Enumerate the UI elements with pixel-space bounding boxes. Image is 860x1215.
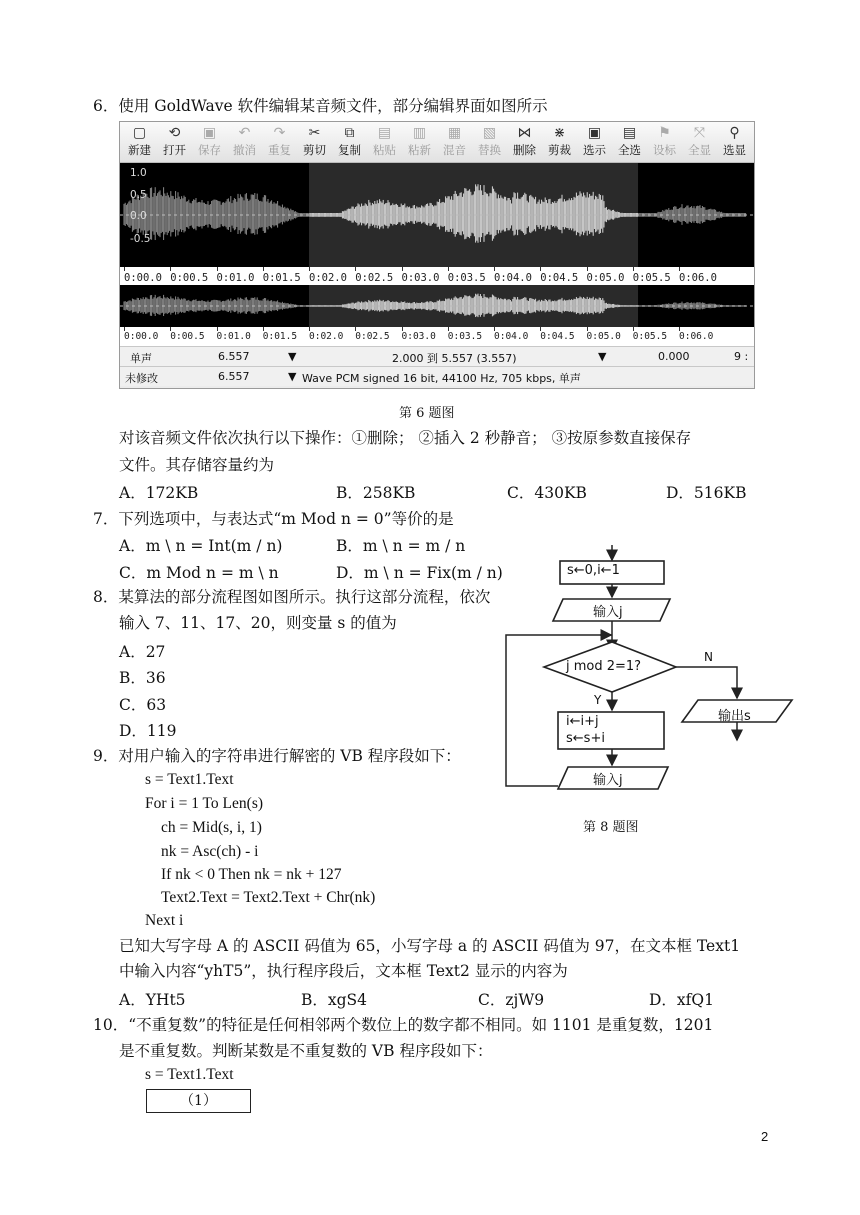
toolbar-button[interactable] [263, 124, 296, 160]
toolbar-button[interactable] [123, 124, 156, 160]
toolbar-button[interactable] [613, 124, 646, 160]
toolbar-icon: ⋇ [553, 125, 566, 141]
ruler-label: 0:00.5 [170, 272, 209, 284]
q6-text1: 对该音频文件依次执行以下操作：①删除； ②插入 2 秒静音； ③按原参数直接保存 [119, 429, 692, 447]
ruler-tick [448, 267, 449, 271]
toolbar-icon: ✂ [308, 125, 321, 141]
q6-caption: 第 6 题图 [399, 406, 455, 421]
flow-input-text: 输入j [593, 605, 623, 620]
ruler-label: 0:05.5 [632, 331, 668, 342]
ruler-tick [540, 267, 541, 271]
ruler-tick [263, 327, 264, 331]
flow-yes-label: Y [594, 693, 602, 707]
q8-option-c: C．63 [119, 696, 167, 714]
status-cursor: 0.000 [658, 350, 690, 363]
toolbar-button-label: 粘贴 [373, 143, 396, 157]
q8-stem1: 8．某算法的部分流程图如图所示。执行这部分流程，依次 [93, 588, 491, 606]
ruler-tick [124, 327, 125, 331]
toolbar-icon: ▤ [377, 125, 392, 141]
goldwave-toolbar [120, 122, 754, 163]
toolbar-button-label: 选显 [723, 143, 746, 157]
ruler-label: 0:03.5 [447, 272, 486, 284]
toolbar-button-label: 选示 [583, 143, 606, 157]
q9-stem: 9．对用户输入的字符串进行解密的 VB 程序段如下： [93, 747, 461, 765]
toolbar-button-label: 设标 [653, 143, 676, 157]
toolbar-button[interactable] [333, 124, 366, 160]
q8-stem2: 输入 7、11、17、20，则变量 s 的值为 [119, 614, 397, 632]
waveform-svg [120, 163, 754, 267]
toolbar-button-label: 新建 [128, 143, 151, 157]
flow-input2-text: 输入j [593, 773, 623, 788]
toolbar-icon: ▤ [622, 125, 637, 141]
toolbar-button[interactable] [578, 124, 611, 160]
toolbar-button-label: 剪裁 [548, 143, 571, 157]
overview-ruler [120, 327, 754, 346]
ruler-label: 0:00.5 [170, 331, 205, 342]
status-extra: 9 : [734, 350, 749, 363]
toolbar-button[interactable] [193, 124, 226, 160]
dropdown-arrow-icon[interactable]: ▼ [288, 370, 297, 383]
ruler-label: 0:03.0 [401, 331, 436, 342]
flow-no-label: N [704, 650, 713, 664]
flow-proc1-text: i←i+j [566, 714, 599, 729]
ruler-tick [124, 267, 125, 271]
toolbar-button-label: 混音 [443, 143, 466, 157]
ruler-tick [402, 327, 403, 331]
status-format: Wave PCM signed 16 bit, 44100 Hz, 705 kbps, 单声 [302, 372, 581, 385]
toolbar-icon: ↶ [238, 125, 251, 141]
ruler-label: 0:00.0 [124, 331, 159, 342]
q9-option-a: A．YHt5 [119, 991, 186, 1009]
q9-code-line: s = Text1.Text [145, 771, 234, 788]
status-state: 未修改 [125, 372, 158, 385]
ruler-label: 0:05.0 [586, 272, 625, 284]
ruler-tick [309, 327, 310, 331]
ruler-label: 0:02.0 [309, 331, 344, 342]
ruler-tick [402, 267, 403, 271]
status-bar-2 [120, 366, 754, 386]
toolbar-button-label: 复制 [338, 143, 361, 157]
ruler-tick [217, 327, 218, 331]
flow-cond-text: j mod 2=1? [566, 659, 642, 674]
ruler-label: 0:03.5 [447, 331, 483, 342]
amp-label-neg05: -0.5 [130, 233, 151, 245]
toolbar-button-label: 删除 [513, 143, 536, 157]
ruler-label: 0:05.5 [632, 272, 671, 284]
toolbar-button[interactable] [368, 124, 401, 160]
goldwave-window [119, 121, 755, 389]
ruler-label: 0:02.0 [309, 272, 347, 284]
amp-label-05: 0.5 [130, 189, 147, 201]
q6-option-b: B．258KB [336, 484, 416, 502]
q10-stem2: 是不重复数。判断某数是不重复数的 VB 程序段如下： [119, 1042, 493, 1060]
flow-init-text: s←0,i←1 [567, 563, 620, 578]
flow-output-text: 输出s [718, 709, 751, 724]
q6-option-a: A．172KB [119, 484, 199, 502]
ruler-label: 0:01.0 [216, 272, 255, 284]
toolbar-button[interactable] [473, 124, 506, 160]
toolbar-button[interactable] [438, 124, 471, 160]
toolbar-button-label: 重复 [268, 143, 291, 157]
q9-option-d: D．xfQ1 [649, 991, 714, 1009]
q6-stem: 6．使用 GoldWave 软件编辑某音频文件，部分编辑界面如图所示 [93, 97, 548, 115]
toolbar-button[interactable] [683, 124, 716, 160]
toolbar-icon: ▢ [132, 125, 147, 141]
flow-proc2-text: s←s+i [566, 731, 605, 746]
q6-text2: 文件。其存储容量约为 [119, 456, 275, 474]
toolbar-button-label: 打开 [163, 143, 186, 157]
ruler-label: 0:01.0 [216, 331, 251, 342]
ruler-tick [494, 327, 495, 331]
dropdown-arrow-icon[interactable]: ▼ [288, 350, 297, 363]
toolbar-button[interactable] [543, 124, 576, 160]
toolbar-icon: ▦ [447, 125, 462, 141]
page-number: 2 [761, 1129, 769, 1144]
q9-code-line: nk = Asc(ch) - i [161, 843, 259, 860]
ruler-tick [679, 327, 680, 331]
q9-code-line: Next i [145, 912, 184, 929]
toolbar-icon: ↷ [273, 125, 286, 141]
q6-option-d: D．516KB [666, 484, 747, 502]
q7-stem: 7．下列选项中，与表达式“m Mod n = 0”等价的是 [93, 510, 454, 528]
toolbar-button-label: 剪切 [303, 143, 326, 157]
q9-code-line: ch = Mid(s, i, 1) [161, 819, 262, 836]
status-bar-1 [120, 346, 754, 366]
ruler-label: 0:02.5 [355, 272, 394, 284]
q6-option-c: C．430KB [507, 484, 587, 502]
toolbar-icon: ▥ [412, 125, 427, 141]
ruler-tick [587, 327, 588, 331]
ruler-tick [355, 327, 356, 331]
ruler-label: 0:01.5 [262, 272, 301, 284]
q8-option-a: A．27 [119, 643, 166, 661]
status-selection: 2.000 到 5.557 (3.557) [392, 352, 517, 365]
q7-option-b: B．m \ n = m / n [336, 537, 466, 555]
toolbar-button-label: 撤消 [233, 143, 256, 157]
toolbar-button[interactable] [508, 124, 541, 160]
ruler-tick [587, 267, 588, 271]
ruler-tick [679, 267, 680, 271]
toolbar-icon: ⚑ [658, 125, 671, 141]
q9-option-c: C．zjW9 [478, 991, 545, 1009]
ruler-label: 0:02.5 [355, 331, 390, 342]
status-length: 6.557 [218, 350, 250, 363]
ruler-label: 0:00.0 [124, 272, 162, 284]
q8-caption: 第 8 题图 [583, 820, 639, 835]
ruler-tick [309, 267, 310, 271]
toolbar-button[interactable] [228, 124, 261, 160]
q9-option-b: B．xgS4 [301, 991, 368, 1009]
toolbar-button-label: 全显 [688, 143, 711, 157]
q9-text2: 中输入内容“yhT5”，执行程序段后，文本框 Text2 显示的内容为 [119, 962, 568, 980]
ruler-label: 0:04.0 [494, 272, 532, 284]
ruler-tick [355, 267, 356, 271]
toolbar-button[interactable] [718, 124, 751, 160]
ruler-label: 0:03.0 [401, 272, 440, 284]
waveform-view[interactable] [120, 163, 754, 267]
ruler-label: 0:06.0 [679, 331, 714, 342]
overview-svg [120, 285, 754, 327]
ruler-tick [494, 267, 495, 271]
q9-code-line: For i = 1 To Len(s) [145, 795, 264, 812]
ruler-label: 0:04.5 [540, 272, 579, 284]
toolbar-icon: ⤧ [693, 125, 706, 141]
toolbar-button-label: 全选 [618, 143, 641, 157]
toolbar-button-label: 保存 [198, 143, 221, 157]
time-ruler [120, 267, 754, 285]
q9-text1: 已知大写字母 A 的 ASCII 码值为 65，小写字母 a 的 ASCII 码值为 97，在文本框 Text1 [119, 937, 741, 955]
q9-code-line: Text2.Text = Text2.Text + Chr(nk) [161, 889, 376, 906]
q7-option-d: D．m \ n = Fix(m / n) [336, 564, 503, 582]
toolbar-button-label: 替换 [478, 143, 501, 157]
ruler-label: 0:01.5 [262, 331, 298, 342]
toolbar-icon: ⋈ [517, 125, 532, 141]
toolbar-icon: ⚲ [729, 125, 740, 141]
overview-waveform[interactable] [120, 285, 754, 327]
toolbar-button[interactable] [298, 124, 331, 160]
flowchart [500, 540, 800, 810]
status-length-2: 6.557 [218, 370, 250, 383]
q10-blank-box: （1） [146, 1089, 251, 1113]
ruler-tick [170, 267, 171, 271]
toolbar-icon: ▧ [482, 125, 497, 141]
ruler-label: 0:04.0 [494, 331, 529, 342]
ruler-tick [263, 267, 264, 271]
q7-option-a: A．m \ n = Int(m / n) [119, 537, 283, 555]
toolbar-icon: ▣ [587, 125, 602, 141]
q8-option-d: D．119 [119, 722, 177, 740]
ruler-label: 0:05.0 [586, 331, 621, 342]
ruler-tick [633, 267, 634, 271]
ruler-tick [540, 327, 541, 331]
q10-code-line: s = Text1.Text [145, 1066, 234, 1083]
dropdown-arrow-icon[interactable]: ▼ [598, 350, 607, 363]
ruler-tick [217, 267, 218, 271]
status-channel: 单声 [130, 352, 152, 365]
toolbar-button[interactable] [648, 124, 681, 160]
toolbar-button-label: 粘新 [408, 143, 431, 157]
amp-label-1: 1.0 [130, 167, 147, 179]
ruler-label: 0:06.0 [679, 272, 717, 284]
ruler-label: 0:04.5 [540, 331, 575, 342]
amp-label-0: 0.0 [130, 210, 147, 222]
toolbar-icon: ⧉ [344, 125, 355, 141]
toolbar-icon: ▣ [202, 125, 217, 141]
q9-code-line: If nk < 0 Then nk = nk + 127 [161, 866, 342, 883]
q8-option-b: B．36 [119, 669, 166, 687]
q7-option-c: C．m Mod n = m \ n [119, 564, 279, 582]
q10-stem1: 10．“不重复数”的特征是任何相邻两个数位上的数字都不相同。如 1101 是重复数，1201 [93, 1016, 714, 1034]
toolbar-icon: ⟲ [168, 125, 181, 141]
toolbar-button[interactable] [158, 124, 191, 160]
ruler-tick [170, 327, 171, 331]
ruler-tick [448, 327, 449, 331]
ruler-tick [633, 327, 634, 331]
toolbar-button[interactable] [403, 124, 436, 160]
